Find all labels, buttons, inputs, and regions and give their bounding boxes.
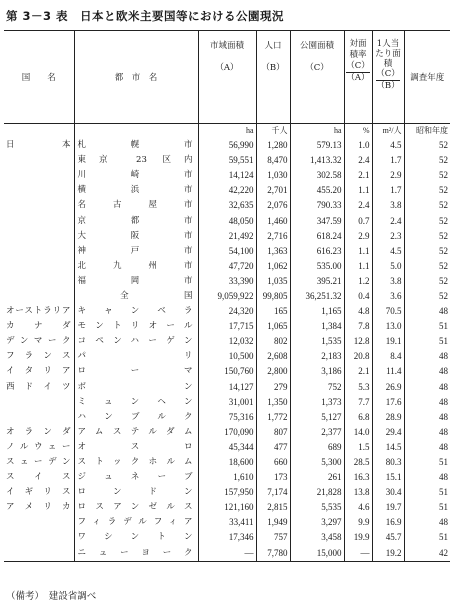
city-area-cell: 33,390 — [198, 274, 256, 289]
country-cell: 日 本 — [6, 140, 71, 151]
population-cell: 2,076 — [256, 198, 290, 213]
country-cell: デンマーク — [6, 336, 71, 347]
city-area-cell: 17,715 — [198, 319, 256, 334]
country-cell — [4, 410, 74, 425]
population-cell: 7,780 — [256, 546, 290, 562]
header-year: 調査年度 — [404, 31, 450, 124]
table-row — [4, 198, 450, 213]
city-cell: ロ ン ド ン — [74, 485, 198, 500]
city-cell: キャンベラ — [74, 304, 198, 319]
table-row — [4, 259, 450, 274]
unit-population: 千人 — [256, 124, 290, 139]
header-park-area-sym: （C） — [305, 63, 329, 73]
header-population — [256, 31, 290, 124]
city-cell: ストックホルム — [74, 455, 198, 470]
table-row — [4, 213, 450, 228]
city-cell: フィラデルフィア — [74, 515, 198, 530]
per-capita-cell: 13.0 — [372, 319, 404, 334]
per-capita-cell: 3.8 — [372, 274, 404, 289]
country-cell: オ ラ ン ダ — [6, 426, 71, 437]
year-cell: 51 — [404, 485, 450, 500]
ratio-cell: 5.3 — [344, 380, 372, 395]
population-cell: 1,363 — [256, 244, 290, 259]
city-cell: パ リ — [74, 349, 198, 364]
table-row — [4, 153, 450, 168]
year-cell: 48 — [404, 380, 450, 395]
country-cell — [4, 274, 74, 289]
per-capita-cell: 29.4 — [372, 425, 404, 440]
table-row — [4, 380, 450, 395]
city-area-cell: 14,124 — [198, 168, 256, 183]
per-capita-cell: 19.7 — [372, 500, 404, 515]
country-cell — [4, 289, 74, 304]
ratio-cell: 4.6 — [344, 500, 372, 515]
city-area-cell: 12,032 — [198, 334, 256, 349]
table-row — [4, 364, 450, 379]
ratio-cell: 14.0 — [344, 425, 372, 440]
population-cell: 1,280 — [256, 138, 290, 153]
per-capita-cell: 1.7 — [372, 153, 404, 168]
city-cell: 神 戸 市 — [74, 244, 198, 259]
city-area-cell: 33,411 — [198, 515, 256, 530]
park-area-cell: 36,251.32 — [290, 289, 344, 304]
population-cell: 2,800 — [256, 364, 290, 379]
per-capita-cell: 70.5 — [372, 304, 404, 319]
park-area-cell: 3,297 — [290, 515, 344, 530]
population-cell: 1,949 — [256, 515, 290, 530]
header-per-capita — [372, 31, 404, 124]
country-cell — [4, 183, 74, 198]
table-row — [4, 530, 450, 545]
header-per-capita-label: 1人当たり面積 — [375, 39, 401, 69]
country-cell — [4, 259, 74, 274]
table-title: 第 3－3 表 日本と欧米主要国等における公園現況 — [6, 9, 285, 23]
population-cell: 2,701 — [256, 183, 290, 198]
units-country — [4, 124, 74, 139]
year-cell: 52 — [404, 168, 450, 183]
park-area-cell: 3,458 — [290, 530, 344, 545]
ratio-cell: 2.4 — [344, 198, 372, 213]
country-cell — [4, 244, 74, 259]
table-row — [4, 440, 450, 455]
country-cell — [4, 515, 74, 530]
population-cell: 1,065 — [256, 319, 290, 334]
per-capita-cell: 26.9 — [372, 380, 404, 395]
city-area-cell: 1,610 — [198, 470, 256, 485]
per-capita-cell: 1.7 — [372, 183, 404, 198]
year-cell: 52 — [404, 274, 450, 289]
per-capita-cell: 11.4 — [372, 364, 404, 379]
city-area-cell: 47,720 — [198, 259, 256, 274]
city-area-cell: 170,090 — [198, 425, 256, 440]
per-capita-cell: 15.1 — [372, 470, 404, 485]
units-row — [4, 124, 450, 139]
city-cell: 横 浜 市 — [74, 183, 198, 198]
per-capita-cell: 8.4 — [372, 349, 404, 364]
park-area-cell: 689 — [290, 440, 344, 455]
city-area-cell: 10,500 — [198, 349, 256, 364]
year-cell: 42 — [404, 546, 450, 562]
city-area-cell: 18,600 — [198, 455, 256, 470]
table-row — [4, 334, 450, 349]
header-ratio-label: 対面積率 — [349, 39, 367, 60]
park-area-cell: 347.59 — [290, 213, 344, 228]
city-area-cell: 45,344 — [198, 440, 256, 455]
table-row — [4, 470, 450, 485]
header-city-area-label: 市域面積 — [209, 41, 244, 51]
city-area-cell: 17,346 — [198, 530, 256, 545]
unit-city-area: ha — [198, 124, 256, 139]
year-cell: 48 — [404, 440, 450, 455]
park-area-cell: 395.21 — [290, 274, 344, 289]
country-cell — [4, 168, 74, 183]
ratio-cell: 20.8 — [344, 349, 372, 364]
ratio-cell: 2.1 — [344, 168, 372, 183]
year-cell: 48 — [404, 410, 450, 425]
country-cell — [4, 153, 74, 168]
city-area-cell: 42,220 — [198, 183, 256, 198]
park-area-cell: 1,373 — [290, 395, 344, 410]
city-area-cell: 56,990 — [198, 138, 256, 153]
city-area-cell: 9,059,922 — [198, 289, 256, 304]
table-row — [4, 183, 450, 198]
park-area-cell: 618.24 — [290, 229, 344, 244]
header-row — [4, 31, 450, 124]
city-area-cell: 31,001 — [198, 395, 256, 410]
year-cell: 51 — [404, 334, 450, 349]
park-area-cell: 2,183 — [290, 349, 344, 364]
population-cell: 8,470 — [256, 153, 290, 168]
table-row — [4, 229, 450, 244]
city-cell: ボ ン — [74, 380, 198, 395]
per-capita-cell: 17.6 — [372, 395, 404, 410]
year-cell: 48 — [404, 364, 450, 379]
header-per-capita-den: （B） — [376, 81, 400, 91]
per-capita-cell: 45.7 — [372, 530, 404, 545]
city-area-cell: 75,316 — [198, 410, 256, 425]
ratio-cell: 2.4 — [344, 153, 372, 168]
ratio-cell: 0.7 — [344, 213, 372, 228]
city-area-cell: — — [198, 546, 256, 562]
year-cell: 52 — [404, 229, 450, 244]
header-population-sym: （B） — [261, 63, 285, 73]
year-cell: 48 — [404, 425, 450, 440]
ratio-cell: 1.1 — [344, 244, 372, 259]
park-area-cell: 5,535 — [290, 500, 344, 515]
ratio-cell: 1.1 — [344, 183, 372, 198]
city-cell: 大 阪 市 — [74, 229, 198, 244]
unit-year: 昭和年度 — [404, 124, 450, 139]
city-cell: 川 崎 市 — [74, 168, 198, 183]
park-area-cell: 1,384 — [290, 319, 344, 334]
per-capita-cell: 19.1 — [372, 334, 404, 349]
city-area-cell: 32,635 — [198, 198, 256, 213]
ratio-cell: 7.8 — [344, 319, 372, 334]
park-area-cell: 790.33 — [290, 198, 344, 213]
population-cell: 660 — [256, 455, 290, 470]
city-cell: 京 都 市 — [74, 213, 198, 228]
unit-ratio: % — [344, 124, 372, 139]
header-city: 都 市 名 — [74, 31, 198, 124]
ratio-cell: 2.9 — [344, 229, 372, 244]
source-note: （備考） 建設省調べ — [6, 591, 97, 602]
per-capita-cell: 16.9 — [372, 515, 404, 530]
header-park-area-label: 公園面積 — [299, 41, 334, 51]
per-capita-cell: 4.5 — [372, 138, 404, 153]
country-cell: オーストラリア — [6, 306, 71, 317]
year-cell: 48 — [404, 395, 450, 410]
units-city — [74, 124, 198, 139]
unit-per-capita: m²/人 — [372, 124, 404, 139]
population-cell: 1,772 — [256, 410, 290, 425]
park-area-cell: 261 — [290, 470, 344, 485]
country-cell: ス イ ス — [6, 472, 71, 483]
header-city-area — [198, 31, 256, 124]
table-row — [4, 455, 450, 470]
city-cell: ジュネーブ — [74, 470, 198, 485]
year-cell: 52 — [404, 153, 450, 168]
header-population-label: 人口 — [264, 41, 282, 51]
year-cell: 52 — [404, 138, 450, 153]
population-cell: 2,815 — [256, 500, 290, 515]
year-cell: 51 — [404, 455, 450, 470]
table-row — [4, 168, 450, 183]
year-cell: 48 — [404, 349, 450, 364]
city-cell: モントリオール — [74, 319, 198, 334]
header-per-capita-fraction — [376, 69, 400, 92]
table-row — [4, 289, 450, 304]
table-row — [4, 244, 450, 259]
country-cell — [4, 229, 74, 244]
city-area-cell: 14,127 — [198, 380, 256, 395]
year-cell: 52 — [404, 244, 450, 259]
city-area-cell: 59,551 — [198, 153, 256, 168]
park-area-cell: 752 — [290, 380, 344, 395]
population-cell: 2,608 — [256, 349, 290, 364]
city-area-cell: 157,950 — [198, 485, 256, 500]
city-area-cell: 54,100 — [198, 244, 256, 259]
ratio-cell: 9.9 — [344, 515, 372, 530]
per-capita-cell: 3.8 — [372, 198, 404, 213]
population-cell: 1,460 — [256, 213, 290, 228]
country-cell: イ ギ リ ス — [6, 487, 71, 498]
table-row — [4, 425, 450, 440]
ratio-cell: 1.2 — [344, 274, 372, 289]
year-cell: 48 — [404, 515, 450, 530]
city-cell: 北 九 州 市 — [74, 259, 198, 274]
city-cell: ミュンヘン — [74, 395, 198, 410]
ratio-cell: 1.5 — [344, 440, 372, 455]
country-cell — [4, 213, 74, 228]
city-cell: 福 岡 市 — [74, 274, 198, 289]
park-area-cell: 1,413.32 — [290, 153, 344, 168]
population-cell: 802 — [256, 334, 290, 349]
population-cell: 1,035 — [256, 274, 290, 289]
park-area-cell: 535.00 — [290, 259, 344, 274]
country-cell — [4, 530, 74, 545]
city-area-cell: 24,320 — [198, 304, 256, 319]
unit-park-area: ha — [290, 124, 344, 139]
per-capita-cell: 5.0 — [372, 259, 404, 274]
ratio-cell: 0.4 — [344, 289, 372, 304]
park-area-cell: 21,828 — [290, 485, 344, 500]
population-cell: 279 — [256, 380, 290, 395]
park-area-cell: 15,000 — [290, 546, 344, 562]
ratio-cell: 1.0 — [344, 138, 372, 153]
header-ratio — [344, 31, 372, 124]
population-cell: 807 — [256, 425, 290, 440]
header-per-capita-num: （C） — [376, 69, 400, 79]
header-city-area-sym: （A） — [215, 63, 239, 73]
table-row — [4, 515, 450, 530]
table-row — [4, 304, 450, 319]
park-area-cell: 1,165 — [290, 304, 344, 319]
table-row — [4, 274, 450, 289]
per-capita-cell: 19.2 — [372, 546, 404, 562]
per-capita-cell: 2.4 — [372, 213, 404, 228]
year-cell: 51 — [404, 319, 450, 334]
ratio-cell: 12.8 — [344, 334, 372, 349]
table-row — [4, 349, 450, 364]
per-capita-cell: 80.3 — [372, 455, 404, 470]
ratio-cell: 4.8 — [344, 304, 372, 319]
ratio-cell: 6.8 — [344, 410, 372, 425]
city-cell: アムステルダム — [74, 425, 198, 440]
city-cell: ハンブルク — [74, 410, 198, 425]
year-cell: 48 — [404, 470, 450, 485]
city-cell: 札 幌 市 — [74, 138, 198, 153]
park-area-cell: 5,127 — [290, 410, 344, 425]
ratio-cell: 1.1 — [344, 259, 372, 274]
year-cell: 51 — [404, 500, 450, 515]
year-cell: 52 — [404, 183, 450, 198]
header-country: 国 名 — [4, 31, 74, 124]
park-area-cell: 5,300 — [290, 455, 344, 470]
ratio-cell: 13.8 — [344, 485, 372, 500]
city-area-cell: 21,492 — [198, 229, 256, 244]
year-cell: 52 — [404, 289, 450, 304]
country-cell: ノルウェー — [6, 441, 71, 452]
ratio-cell: 16.3 — [344, 470, 372, 485]
per-capita-cell: 2.3 — [372, 229, 404, 244]
city-cell: コペンハーゲン — [74, 334, 198, 349]
table-row — [4, 485, 450, 500]
per-capita-cell: 14.5 — [372, 440, 404, 455]
table-row — [4, 319, 450, 334]
per-capita-cell: 30.4 — [372, 485, 404, 500]
header-park-area — [290, 31, 344, 124]
table-row — [4, 546, 450, 562]
table-row — [4, 138, 450, 153]
population-cell: 1,030 — [256, 168, 290, 183]
per-capita-cell: 28.9 — [372, 410, 404, 425]
year-cell: 52 — [404, 198, 450, 213]
ratio-cell: 28.5 — [344, 455, 372, 470]
table-row — [4, 395, 450, 410]
city-area-cell: 48,050 — [198, 213, 256, 228]
city-cell: ロスアンゼルス — [74, 500, 198, 515]
country-cell: フ ラ ン ス — [6, 351, 71, 362]
city-cell: 全 国 — [74, 289, 198, 304]
park-table — [4, 30, 450, 562]
population-cell: 165 — [256, 304, 290, 319]
header-ratio-fraction — [346, 61, 370, 84]
population-cell: 1,350 — [256, 395, 290, 410]
per-capita-cell: 2.9 — [372, 168, 404, 183]
population-cell: 173 — [256, 470, 290, 485]
year-cell: 48 — [404, 304, 450, 319]
city-cell: ロ ー マ — [74, 364, 198, 379]
country-cell — [4, 546, 74, 562]
city-cell: 名 古 屋 市 — [74, 198, 198, 213]
country-cell: イ タ リ ア — [6, 366, 71, 377]
country-cell: スェーデン — [6, 457, 71, 468]
ratio-cell: 7.7 — [344, 395, 372, 410]
population-cell: 757 — [256, 530, 290, 545]
population-cell: 2,716 — [256, 229, 290, 244]
table-row — [4, 410, 450, 425]
park-area-cell: 3,186 — [290, 364, 344, 379]
city-cell: オ ス ロ — [74, 440, 198, 455]
park-area-cell: 455.20 — [290, 183, 344, 198]
park-area-cell: 616.23 — [290, 244, 344, 259]
city-area-cell: 121,160 — [198, 500, 256, 515]
ratio-cell: 2.1 — [344, 364, 372, 379]
year-cell: 52 — [404, 259, 450, 274]
park-area-cell: 579.13 — [290, 138, 344, 153]
population-cell: 99,805 — [256, 289, 290, 304]
country-cell: カ ナ ダ — [6, 321, 71, 332]
park-area-cell: 302.58 — [290, 168, 344, 183]
park-area-cell: 1,535 — [290, 334, 344, 349]
city-area-cell: 150,760 — [198, 364, 256, 379]
ratio-cell: — — [344, 546, 372, 562]
country-cell — [4, 198, 74, 213]
country-cell: ア メ リ カ — [6, 502, 71, 513]
country-cell — [4, 395, 74, 410]
year-cell: 52 — [404, 213, 450, 228]
country-cell: 西 ド イ ツ — [6, 381, 71, 392]
per-capita-cell: 4.5 — [372, 244, 404, 259]
park-area-cell: 2,377 — [290, 425, 344, 440]
year-cell: 51 — [404, 530, 450, 545]
header-ratio-den: （A） — [346, 73, 370, 83]
population-cell: 477 — [256, 440, 290, 455]
city-cell: ニューヨーク — [74, 546, 198, 562]
population-cell: 1,062 — [256, 259, 290, 274]
header-ratio-num: （C） — [346, 61, 370, 71]
ratio-cell: 19.9 — [344, 530, 372, 545]
city-cell: ワシントン — [74, 530, 198, 545]
table-row — [4, 500, 450, 515]
per-capita-cell: 3.6 — [372, 289, 404, 304]
population-cell: 7,174 — [256, 485, 290, 500]
city-cell: 東京 23 区内 — [74, 153, 198, 168]
